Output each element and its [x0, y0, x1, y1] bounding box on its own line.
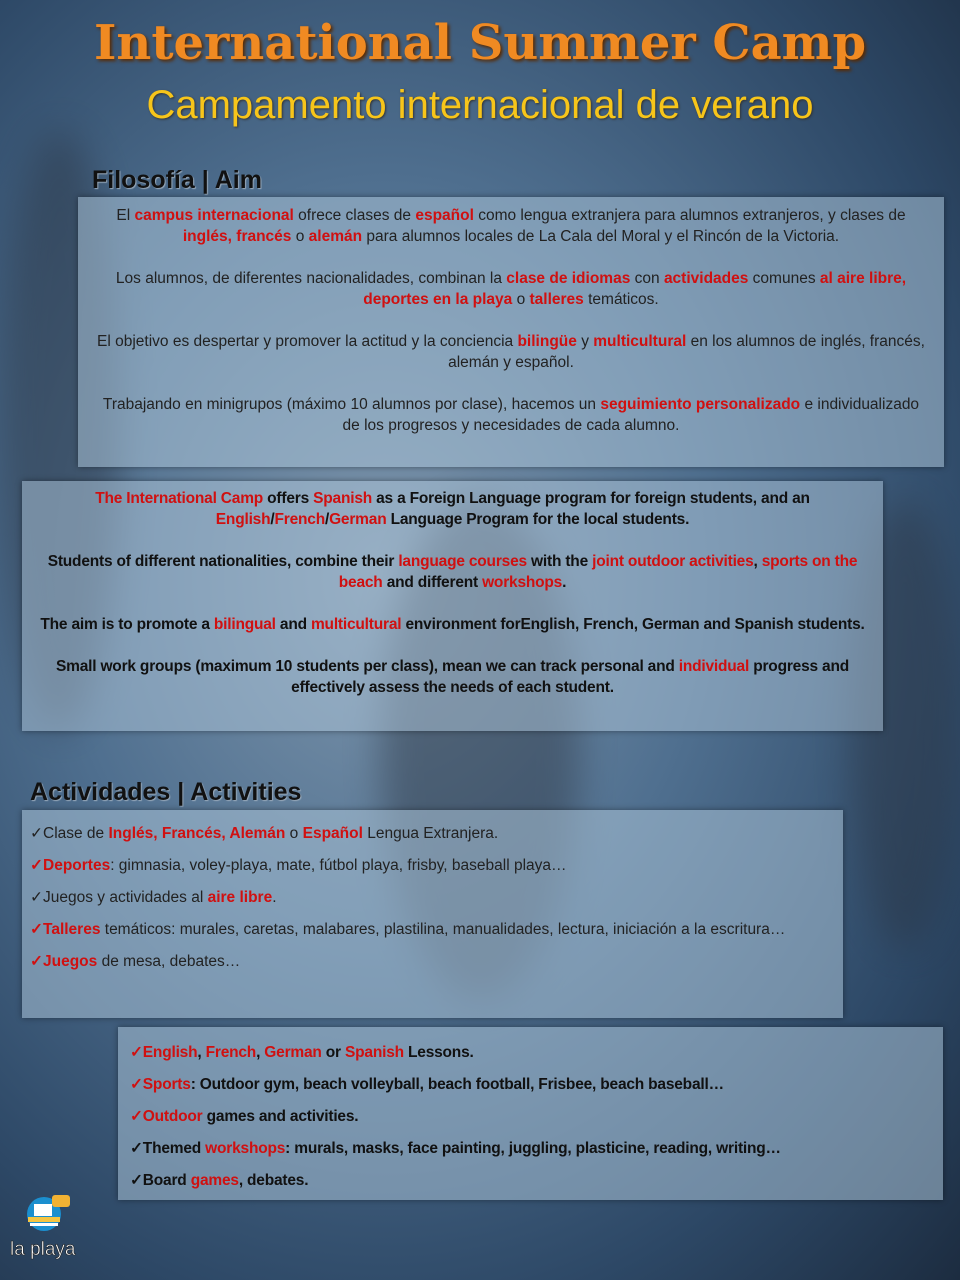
highlighted-text: joint outdoor activities: [592, 553, 754, 570]
highlighted-text: ✓: [130, 1044, 143, 1061]
highlighted-text: Sports: [142, 1076, 191, 1093]
activities-heading: Actividades | Activities: [30, 778, 302, 806]
text-segment: ✓: [30, 825, 43, 842]
highlighted-text: Juegos: [43, 953, 98, 970]
highlighted-text: ✓: [130, 1108, 143, 1125]
text-segment: Clase de: [43, 825, 109, 842]
highlighted-text: bilingual: [213, 616, 276, 633]
text-segment: offers: [263, 490, 314, 507]
highlighted-text: individual: [678, 658, 750, 675]
text-segment: ,: [753, 553, 762, 570]
spanish-aim-box: [78, 197, 944, 467]
paragraph: [30, 488, 875, 530]
highlighted-text: language courses: [398, 553, 527, 570]
text-segment: : Outdoor gym, beach volleyball, beach football, Frisbee, beach baseball…: [190, 1076, 724, 1093]
logo-icon: [8, 1192, 88, 1272]
text-segment: progress and effectively assess the needs of each student.: [291, 658, 849, 696]
text-segment: temáticos: murales, caretas, malabares, plastilina, manualidades, lectura, iniciación a la escritura…: [100, 921, 786, 938]
highlighted-text: Outdoor: [142, 1108, 203, 1125]
poster-subtitle: Campamento internacional de verano: [146, 83, 814, 127]
highlighted-text: multicultural: [310, 616, 402, 633]
text-segment: with the: [526, 553, 593, 570]
text-segment: en los alumnos de inglés, francés, alemán y español.: [448, 333, 925, 371]
paragraph: [94, 268, 928, 310]
paragraph: [30, 850, 833, 882]
text-segment: .: [562, 574, 567, 591]
text-segment: El: [116, 207, 135, 224]
paragraph: [130, 1101, 931, 1133]
text-segment: ✓: [30, 889, 43, 906]
highlighted-text: ✓: [30, 857, 43, 874]
text-segment: and different: [382, 574, 483, 591]
paragraph: [94, 394, 928, 436]
text-segment: Lengua Extranjera.: [362, 825, 499, 842]
highlighted-text: ✓: [30, 921, 43, 938]
paragraph: [30, 882, 833, 914]
text-segment: Themed: [142, 1140, 206, 1157]
paragraph: [94, 331, 928, 373]
text-segment: de mesa, debates…: [97, 953, 241, 970]
paragraph: [30, 914, 833, 946]
paragraph: [30, 551, 875, 593]
highlighted-text: alemán: [308, 228, 363, 245]
highlighted-text: multicultural: [593, 333, 687, 350]
paragraph: [130, 1165, 931, 1197]
text-segment: /: [270, 511, 275, 528]
text-segment: con: [630, 270, 664, 287]
highlighted-text: Talleres: [43, 921, 101, 938]
highlighted-text: French: [205, 1044, 257, 1061]
highlighted-text: inglés, francés: [182, 228, 292, 245]
text-segment: .: [272, 889, 277, 906]
highlighted-text: talleres: [529, 291, 584, 308]
text-segment: Los alumnos, de diferentes nacionalidades, combinan la: [115, 270, 507, 287]
highlighted-text: Español: [302, 825, 363, 842]
paragraph: [130, 1037, 931, 1069]
english-activities-box: [118, 1027, 943, 1200]
text-segment: Board: [142, 1172, 191, 1189]
text-segment: The aim is to promote a: [40, 616, 214, 633]
text-segment: , debates.: [238, 1172, 309, 1189]
text-segment: o: [291, 228, 309, 245]
text-segment: y: [576, 333, 594, 350]
paragraph: [30, 656, 875, 698]
poster-title: International Summer Camp: [93, 15, 867, 71]
text-segment: Trabajando en minigrupos (máximo 10 alumnos por clase), hacemos un: [102, 396, 601, 413]
highlighted-text: al aire libre, deportes en la playa: [363, 270, 907, 308]
text-segment: or: [321, 1044, 346, 1061]
text-segment: Juegos y actividades al: [43, 889, 208, 906]
text-segment: Students of different nationalities, combine their: [47, 553, 399, 570]
highlighted-text: español: [415, 207, 474, 224]
highlighted-text: bilingüe: [517, 333, 577, 350]
text-segment: Small work groups (maximum 10 students per class), mean we can track personal and: [55, 658, 679, 675]
text-segment: e individualizado de los progresos y necesidades de cada alumno.: [342, 396, 920, 434]
text-segment: ✓: [130, 1172, 143, 1189]
text-segment: Language Program for the local students.: [386, 511, 690, 528]
text-segment: : murals, masks, face painting, juggling, plasticine, reading, writing…: [285, 1140, 781, 1157]
highlighted-text: English: [215, 511, 271, 528]
text-segment: Lessons.: [403, 1044, 474, 1061]
highlighted-text: actividades: [663, 270, 749, 287]
text-segment: El objetivo es despertar y promover la actitud y la conciencia: [97, 333, 518, 350]
highlighted-text: German: [329, 511, 387, 528]
highlighted-text: ✓: [130, 1076, 143, 1093]
highlighted-text: Spanish: [345, 1044, 404, 1061]
la-playa-logo: [8, 1192, 88, 1272]
text-segment: : gimnasia, voley-playa, mate, fútbol playa, frisby, baseball playa…: [110, 857, 567, 874]
text-segment: o: [285, 825, 303, 842]
text-segment: /: [324, 511, 330, 528]
highlighted-text: The International Camp: [95, 490, 264, 507]
text-segment: ofrece clases de: [293, 207, 416, 224]
paragraph: [94, 205, 928, 247]
text-segment: as a Foreign Language program for foreign students, and an: [372, 490, 810, 507]
highlighted-text: Spanish: [313, 490, 373, 507]
text-segment: para alumnos locales de La Cala del Moral y el Rincón de la Victoria.: [362, 228, 840, 245]
highlighted-text: German: [264, 1044, 322, 1061]
text-segment: ✓: [130, 1140, 143, 1157]
text-segment: temáticos.: [583, 291, 659, 308]
text-segment: o: [512, 291, 530, 308]
highlighted-text: workshops: [482, 574, 563, 591]
spanish-activities-box: [22, 810, 843, 1018]
text-segment: and: [275, 616, 311, 633]
highlighted-text: ✓: [30, 953, 43, 970]
paragraph: [30, 946, 833, 978]
english-aim-box: [22, 481, 883, 731]
highlighted-text: aire libre: [207, 889, 273, 906]
logo-text: la playa: [10, 1239, 76, 1260]
text-segment: ,: [197, 1044, 206, 1061]
text-segment: comunes: [748, 270, 820, 287]
highlighted-text: games: [190, 1172, 239, 1189]
highlighted-text: workshops: [205, 1140, 286, 1157]
highlighted-text: English: [142, 1044, 198, 1061]
text-segment: environment forEnglish, French, German and Spanish students.: [401, 616, 865, 633]
text-segment: games and activities.: [202, 1108, 359, 1125]
highlighted-text: French: [274, 511, 325, 528]
highlighted-text: clase de idiomas: [506, 270, 631, 287]
text-segment: ,: [256, 1044, 265, 1061]
highlighted-text: Deportes: [43, 857, 111, 874]
highlighted-text: seguimiento personalizado: [600, 396, 801, 413]
paragraph: [130, 1069, 931, 1101]
aim-heading: Filosofía | Aim: [92, 166, 262, 194]
highlighted-text: sports on the beach: [338, 553, 858, 591]
highlighted-text: Inglés, Francés, Alemán: [108, 825, 286, 842]
text-segment: como lengua extranjera para alumnos extranjeros, y clases de: [473, 207, 906, 224]
paragraph: [30, 614, 875, 635]
paragraph: [130, 1133, 931, 1165]
highlighted-text: campus internacional: [134, 207, 294, 224]
paragraph: [30, 818, 833, 850]
